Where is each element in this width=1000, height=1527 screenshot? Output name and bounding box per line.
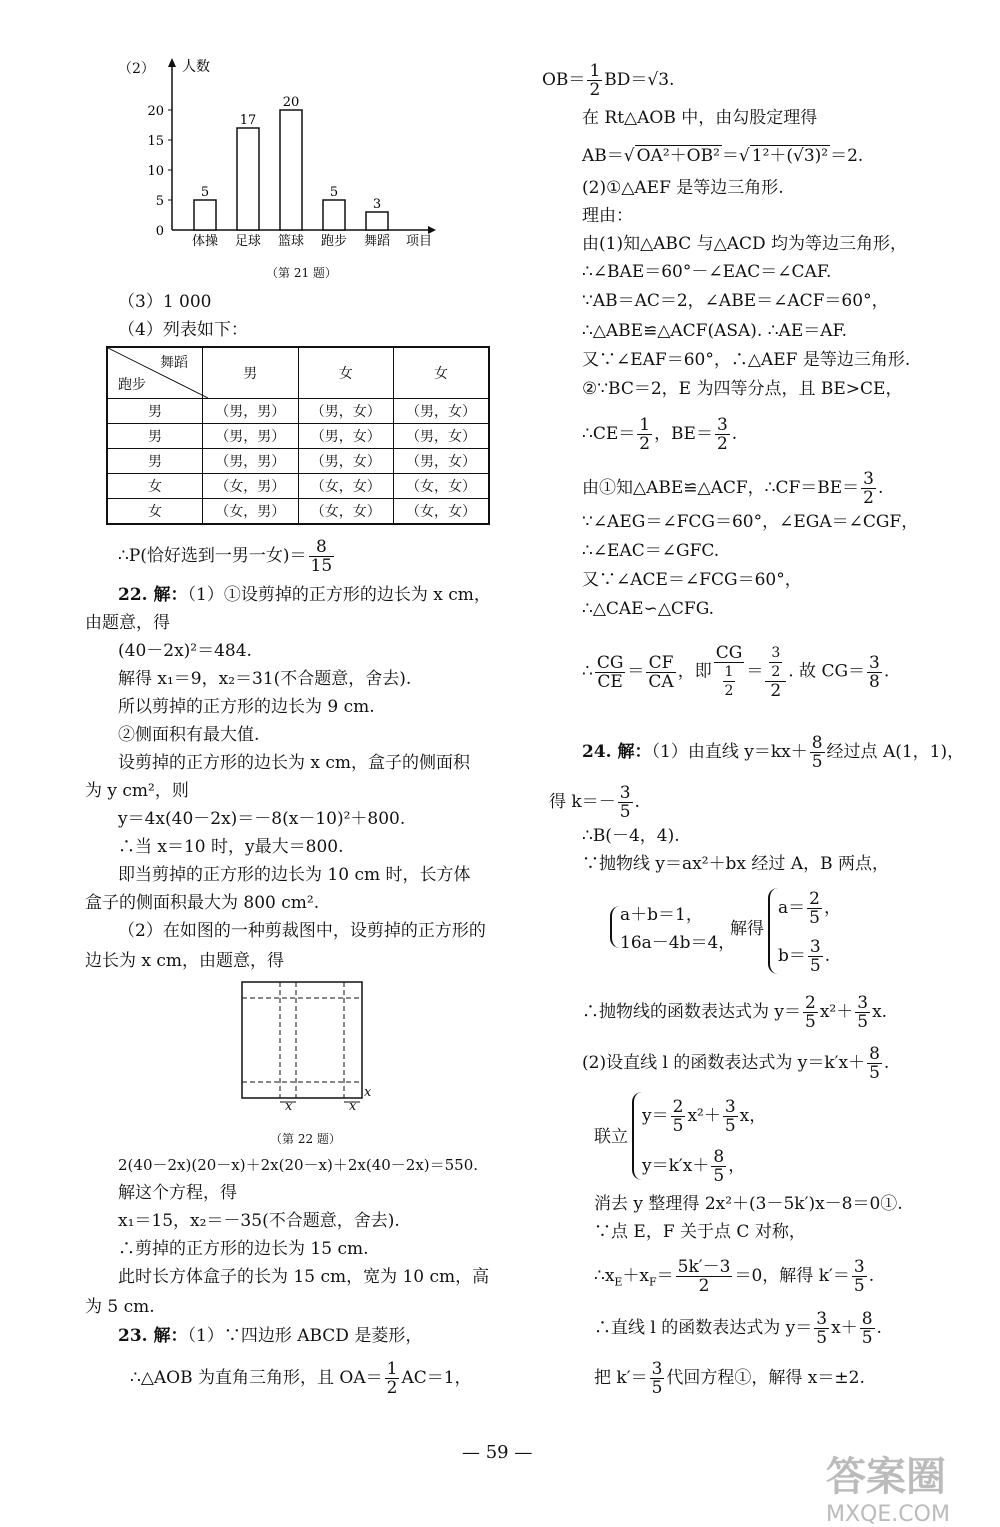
prob-den: 15 xyxy=(310,556,333,576)
q23-line2 xyxy=(130,1360,472,1397)
q22-line12: 盒子的侧面积最大为 800 cm². xyxy=(85,893,320,913)
t: y＝ xyxy=(642,1106,669,1126)
t: x. xyxy=(872,1002,888,1022)
t: . xyxy=(731,424,738,444)
fig22-caption: （第 22 题） xyxy=(270,1132,341,1146)
watermark-text: 答案圈 xyxy=(826,1454,946,1500)
t: OB＝ xyxy=(542,70,586,90)
bar-value-label: 17 xyxy=(239,113,257,128)
fraction xyxy=(671,1098,686,1135)
table-cell: （男，男） xyxy=(203,399,299,424)
num: 3 xyxy=(809,937,821,957)
brace xyxy=(610,906,620,948)
t: x²＋ xyxy=(687,1106,721,1126)
r-line10: 又∵∠EAF＝60°，∴△AEF 是等边三角形. xyxy=(582,350,911,370)
den: 2 xyxy=(724,683,734,699)
table-cell: （女，女） xyxy=(298,499,394,525)
q22-line16: 解这个方程，得 xyxy=(118,1183,237,1203)
table-col-header: 女 xyxy=(298,347,394,399)
den: 2 xyxy=(589,80,601,100)
t: . xyxy=(883,1053,890,1073)
t: ， xyxy=(728,1156,746,1176)
r-line14: ∵∠AEG＝∠FCG＝60°，∠EGA＝∠CGF， xyxy=(582,512,919,532)
t: ＋x xyxy=(622,1266,650,1286)
num: 3 xyxy=(863,469,874,489)
q22-line17: x₁＝15，x₂＝－35(不合题意，舍去). xyxy=(118,1211,400,1231)
bar-value-label: 3 xyxy=(372,197,382,212)
fig22-x-label: x xyxy=(364,1085,372,1100)
t: (2)设直线 l 的函数表达式为 y＝k′x＋ xyxy=(582,1053,866,1073)
table-cell: （女，男） xyxy=(203,499,299,525)
r-line29 xyxy=(594,1258,874,1295)
sol-a: a＝ $\frac{2}{5}$ ， xyxy=(778,889,841,928)
r-line16: 又∵∠ACE＝∠FCG＝60°， xyxy=(582,570,802,590)
table-cell: （男，男） xyxy=(203,424,299,449)
y-tick-label: 0 xyxy=(155,224,164,239)
fraction xyxy=(618,784,633,821)
prob-fraction xyxy=(309,538,335,575)
fraction xyxy=(637,416,652,453)
table-cell: （女，男） xyxy=(203,474,299,499)
prob-text: ∴P(恰好选到一男一女)＝ xyxy=(118,546,307,566)
num: 2 xyxy=(809,889,820,909)
t: 由①知△ABE≌△ACF，∴CF＝BE＝ xyxy=(582,478,860,498)
sub: E xyxy=(614,1275,623,1289)
num: 2 xyxy=(672,1097,684,1117)
den: 5 xyxy=(724,1116,736,1136)
den: 5 xyxy=(713,1166,725,1186)
y-axis-label: 人数 xyxy=(182,59,210,75)
brace xyxy=(768,888,778,974)
fraction xyxy=(646,654,675,691)
q22-line18: ∴剪掉的正方形的边长为 15 cm. xyxy=(118,1239,369,1259)
x-tick-label: 舞蹈 xyxy=(363,234,391,249)
sub: F xyxy=(649,1275,657,1289)
q22-line7: 设剪掉的正方形的边长为 x cm，盒子的侧面积 xyxy=(118,753,471,773)
q22-number: 22. 解： xyxy=(118,585,188,605)
q22-line14: 边长为 x cm，由题意，得 xyxy=(85,951,285,971)
frac-den: 2 xyxy=(386,1378,398,1398)
y-tick-label: 10 xyxy=(147,164,164,179)
sqrt-content: 1²＋(√3)² xyxy=(751,146,829,166)
bar-value-label: 5 xyxy=(329,185,339,200)
r-line15: ∴∠EAC＝∠GFC. xyxy=(582,541,720,561)
r-line22: ∵抛物线 y＝ax²＋bx 经过 A，B 两点， xyxy=(582,854,889,874)
union-eq2 xyxy=(642,1148,745,1185)
union-label: 联立 xyxy=(594,1127,628,1147)
table-cell: （男，女） xyxy=(394,399,490,424)
t: ，BE＝ xyxy=(654,424,713,444)
t: . xyxy=(868,1266,875,1286)
fraction xyxy=(807,890,822,927)
r-line28: ∵点 E，F 关于点 C 对称， xyxy=(594,1222,806,1242)
den: CE xyxy=(597,671,623,692)
t: x， xyxy=(739,1106,767,1126)
r-line2: 在 Rt△AOB 中，由勾股定理得 xyxy=(582,108,818,128)
t: y＝k′x＋ xyxy=(642,1156,710,1176)
den: 5 xyxy=(651,1378,663,1398)
fraction xyxy=(867,654,882,691)
table-cell: （男，女） xyxy=(394,424,490,449)
t: ∴抛物线的函数表达式为 y＝ xyxy=(582,1002,802,1022)
cut-diagram xyxy=(240,980,375,1112)
outcome-table xyxy=(106,346,490,525)
den: CA xyxy=(648,671,674,692)
table-corner-cell xyxy=(107,347,203,399)
fraction xyxy=(814,1310,829,1347)
y-axis-arrow xyxy=(168,58,176,67)
fraction xyxy=(723,663,736,700)
den: 5 xyxy=(619,802,631,822)
table-row xyxy=(107,399,489,424)
table-cell: （女，女） xyxy=(298,474,394,499)
num: 3 xyxy=(816,1309,828,1329)
prob-num: 8 xyxy=(309,538,335,557)
num: 3 xyxy=(771,645,781,661)
r-line24 xyxy=(582,994,887,1031)
t: . xyxy=(634,792,640,812)
den: 2 xyxy=(698,1276,710,1296)
sqrt-content: OA²＋OB² xyxy=(636,146,720,166)
t: ∴ xyxy=(582,661,593,682)
page-number: — 59 — xyxy=(462,1442,533,1463)
table-cell: （女，女） xyxy=(394,499,490,525)
t: . xyxy=(876,1318,882,1338)
fraction xyxy=(852,1258,867,1295)
fraction xyxy=(803,994,818,1031)
t: x＋ xyxy=(831,1318,858,1338)
sys-eq2: 16a－4b＝4， xyxy=(620,933,736,953)
den: 5 xyxy=(805,1012,816,1032)
t: 代回方程①，解得 x＝±2. xyxy=(666,1368,865,1388)
num: 3 xyxy=(857,993,869,1013)
table-cell: （男，男） xyxy=(203,449,299,474)
probability-line xyxy=(118,538,336,575)
row-label: 男 xyxy=(107,399,203,424)
table-cell: （男，女） xyxy=(298,449,394,474)
num: 8 xyxy=(869,1044,880,1064)
fraction xyxy=(723,1098,738,1135)
q21-part4: （4）列表如下： xyxy=(118,320,248,340)
t: AB＝ xyxy=(582,146,624,166)
num: 3 xyxy=(853,1257,865,1277)
q22-line8: 为 y cm²，则 xyxy=(85,781,189,801)
row-label: 女 xyxy=(107,474,203,499)
q22-text: （1）①设剪掉的正方形的边长为 x cm， xyxy=(187,585,491,605)
table-row xyxy=(107,499,489,525)
den: 5 xyxy=(672,1116,684,1136)
x-tick-label: 体操 xyxy=(191,234,219,249)
den: 5 xyxy=(809,956,821,976)
x-axis-label: 项目 xyxy=(406,234,433,249)
complex-fraction xyxy=(714,644,745,700)
r-line5: 理由： xyxy=(582,206,633,226)
r-line30 xyxy=(594,1310,882,1347)
r-line4: (2)①△AEF 是等边三角形. xyxy=(582,178,784,198)
brace xyxy=(632,1092,642,1180)
q23-text-b: AC＝1， xyxy=(401,1368,472,1388)
bar xyxy=(323,200,345,230)
t: a＝ xyxy=(778,898,806,918)
q22-line4: 解得 x₁＝9，x₂＝31(不合题意，舍去). xyxy=(118,669,412,689)
table-cell: （男，女） xyxy=(394,449,490,474)
fraction xyxy=(650,1360,665,1397)
num: CG xyxy=(596,652,624,673)
q22-line6: ②侧面积有最大值. xyxy=(118,725,260,745)
r-line21: ∴B(－4，4). xyxy=(582,826,680,846)
num: 8 xyxy=(713,1147,725,1167)
num: 1 xyxy=(639,415,651,435)
fraction xyxy=(808,938,823,975)
q22-line5: 所以剪掉的正方形的边长为 9 cm. xyxy=(118,697,375,717)
bar-value-label: 20 xyxy=(282,95,300,110)
num: 5k′－3 xyxy=(677,1257,731,1277)
fig22-x-label: x xyxy=(285,1099,293,1114)
bar-chart xyxy=(110,55,450,255)
table-row xyxy=(107,474,489,499)
fraction xyxy=(711,1148,726,1185)
num: 3 xyxy=(869,652,880,673)
corner-top: 舞蹈 xyxy=(160,355,188,371)
q21-part2-label: （2） xyxy=(118,61,155,77)
t: b＝ xyxy=(778,946,806,966)
num: 2 xyxy=(805,993,816,1013)
union-eq1 xyxy=(642,1098,766,1135)
fig22-x-label: x xyxy=(349,1099,357,1114)
t: 把 k′＝ xyxy=(594,1368,648,1388)
t: ∴直线 l 的函数表达式为 y＝ xyxy=(594,1318,813,1338)
y-tick-label: 5 xyxy=(155,194,164,209)
r-line25 xyxy=(582,1045,889,1082)
num: 1 xyxy=(724,664,734,680)
num: CG xyxy=(715,643,743,663)
sol-b: b＝ $\frac{3}{5}$ . xyxy=(778,937,831,976)
t: ∴x xyxy=(594,1266,615,1286)
r-line20 xyxy=(549,784,640,821)
q24-number: 24. 解： xyxy=(582,742,652,762)
x-axis-arrow xyxy=(428,226,436,234)
t: x²＋ xyxy=(819,1002,854,1022)
x-tick-label: 篮球 xyxy=(277,234,305,249)
r-line18 xyxy=(582,644,889,700)
t: BD＝√3. xyxy=(604,70,675,90)
t: . xyxy=(878,478,884,498)
num: 1 xyxy=(589,61,601,81)
num xyxy=(765,644,786,682)
row-label: 男 xyxy=(107,449,203,474)
x-tick-label: 跑步 xyxy=(320,234,348,249)
t: . xyxy=(883,661,890,682)
q23-text: （1）∵四边形 ABCD 是菱形， xyxy=(187,1326,423,1346)
den: 5 xyxy=(816,1328,828,1348)
num: 3 xyxy=(619,783,631,803)
q24-line1 xyxy=(582,734,964,771)
q22-line9: y＝4x(40－2x)＝－8(x－10)²＋800. xyxy=(118,809,406,829)
t: ＝ xyxy=(656,1266,674,1286)
den: 2 xyxy=(863,488,874,508)
t: ，即 xyxy=(677,661,712,682)
fraction xyxy=(861,470,876,507)
t: ＝2. xyxy=(830,146,864,166)
table-col-header: 男 xyxy=(203,347,299,399)
table-cell: （女，女） xyxy=(394,474,490,499)
t: . 故 CG＝ xyxy=(788,661,866,682)
q22-line2: 由题意，得 xyxy=(85,613,170,633)
table-row xyxy=(107,424,489,449)
r-line11: ②∵BC＝2，E 为四等分点，且 BE>CE， xyxy=(582,379,903,399)
bar xyxy=(194,200,216,230)
row-label: 女 xyxy=(107,499,203,525)
q22-line20: 为 5 cm. xyxy=(85,1297,155,1317)
fraction xyxy=(810,734,825,771)
den: 8 xyxy=(869,671,880,692)
den: 5 xyxy=(869,1063,880,1083)
den: 2 xyxy=(771,664,781,680)
fraction xyxy=(676,1258,733,1295)
fraction xyxy=(867,1045,882,1082)
fraction xyxy=(855,994,870,1031)
t: ∴CE＝ xyxy=(582,424,636,444)
r-line9: ∴△ABE≌△ACF(ASA). ∴AE＝AF. xyxy=(582,321,848,341)
num: 3 xyxy=(716,415,728,435)
row-label: 男 xyxy=(107,424,203,449)
sys-eq1: a＋b＝1， xyxy=(620,905,703,925)
num: 8 xyxy=(861,1309,873,1329)
r-line27: 消去 y 整理得 2x²＋(3－5k′)x－8＝0①. xyxy=(594,1194,903,1214)
r-line31 xyxy=(594,1360,865,1397)
t: ＝ xyxy=(627,661,645,682)
den: 5 xyxy=(853,1276,865,1296)
bar-value-label: 5 xyxy=(200,185,210,200)
t: ＝ xyxy=(721,146,739,166)
r-line7: ∴∠BAE＝60°－∠EAC＝∠CAF. xyxy=(582,262,832,282)
q22-line3: (40－2x)²＝484. xyxy=(118,641,252,661)
table-row xyxy=(107,449,489,474)
den: 5 xyxy=(811,752,823,772)
r-line13 xyxy=(582,470,883,507)
q22-line1 xyxy=(118,584,491,606)
den xyxy=(714,663,745,700)
num: 3 xyxy=(651,1359,663,1379)
watermark-url: MXQE.COM xyxy=(826,1502,950,1527)
frac-num: 1 xyxy=(386,1359,398,1379)
q22-line10: ∴当 x＝10 时，y最大＝800. xyxy=(118,837,344,857)
t: ＝0，解得 k′＝ xyxy=(734,1266,850,1286)
den: 5 xyxy=(857,1012,869,1032)
q21-part3: （3）1 000 xyxy=(118,292,212,312)
r-line6: 由(1)知△ABC 与△ACD 均为等边三角形， xyxy=(582,234,908,254)
num: CF xyxy=(646,654,675,673)
den: 2 xyxy=(716,434,728,454)
complex-fraction xyxy=(765,644,786,700)
bar xyxy=(366,212,388,230)
den: 5 xyxy=(861,1328,873,1348)
r-line8: ∵AB＝AC＝2，∠ABE＝∠ACF＝60°， xyxy=(582,291,889,311)
bar xyxy=(280,110,302,230)
t: 得 k＝－ xyxy=(549,792,616,812)
r-line12 xyxy=(582,416,737,453)
solve-label: 解得 xyxy=(730,919,764,939)
y-tick-label: 15 xyxy=(147,134,164,149)
r-line1 xyxy=(542,62,674,99)
corner-bottom: 跑步 xyxy=(118,377,146,393)
q22-line15: 2(40－2x)(20－x)＋2x(20－x)＋2x(40－2x)＝550. xyxy=(118,1156,479,1174)
t: ＝ xyxy=(746,661,764,682)
bar xyxy=(237,128,259,230)
num: 8 xyxy=(811,733,823,753)
t: （1）由直线 y＝kx＋ xyxy=(651,742,808,762)
fraction xyxy=(769,644,782,681)
den: 2 xyxy=(770,681,782,701)
fraction xyxy=(715,416,730,453)
t: 经过点 A(1，1)， xyxy=(826,742,965,762)
num: 3 xyxy=(724,1097,736,1117)
chart-caption: （第 21 题） xyxy=(266,266,337,280)
q23-number: 23. 解： xyxy=(118,1326,188,1346)
fraction xyxy=(587,62,602,99)
den: 2 xyxy=(639,434,651,454)
y-tick-label: 20 xyxy=(147,104,164,119)
den: 5 xyxy=(809,908,820,928)
table-cell: （男，女） xyxy=(298,399,394,424)
table-col-header: 女 xyxy=(394,347,490,399)
r-line3: AB＝√ OA²＋OB² ＝√ 1²＋(√3)² ＝2. xyxy=(582,146,864,166)
table-cell: （男，女） xyxy=(298,424,394,449)
r-line17: ∴△CAE∽△CFG. xyxy=(582,599,715,619)
q23-text-a: ∴△AOB 为直角三角形，且 OA＝ xyxy=(130,1368,383,1388)
half-fraction xyxy=(385,1360,400,1397)
q22-line19: 此时长方体盒子的长为 15 cm，宽为 10 cm，高 xyxy=(118,1267,490,1287)
fraction xyxy=(860,1310,875,1347)
fraction xyxy=(595,654,626,691)
q22-line13: （2）在如图的一种剪裁图中，设剪掉的正方形的 xyxy=(118,921,486,941)
watermark xyxy=(826,1445,950,1527)
x-tick-label: 足球 xyxy=(234,234,262,249)
q23-line1 xyxy=(118,1325,422,1347)
q22-line11: 即当剪掉的正方形的边长为 10 cm 时，长方体 xyxy=(118,865,471,885)
